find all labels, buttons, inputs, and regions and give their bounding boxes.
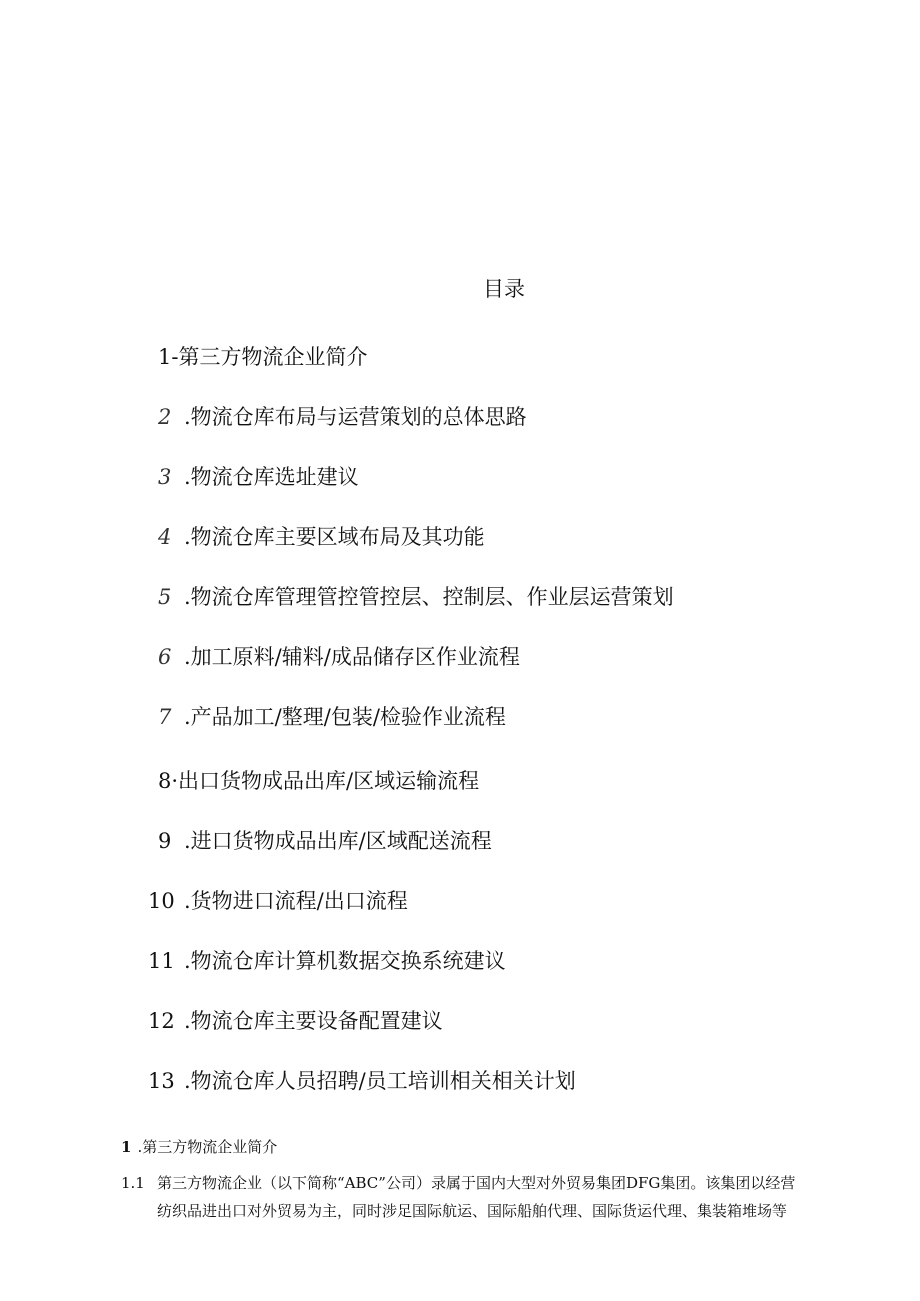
toc-entry-2 — [158, 402, 527, 432]
toc-entry-number: 6 — [158, 645, 172, 669]
toc-entry-number: 10 — [148, 889, 175, 913]
toc-entry-text: .产品加工/整理/包装/检验作业流程 — [184, 705, 506, 729]
toc-entry-text: .加工原料/辅料/成品储存区作业流程 — [184, 645, 520, 669]
toc-entry-text: 出口货物成品出库/区域运输流程 — [178, 769, 480, 793]
paragraph-number: 1.1 — [121, 1174, 145, 1192]
paragraph-line-1 — [121, 1169, 881, 1197]
toc-entry-text: .物流仓库布局与运营策划的总体思路 — [184, 405, 527, 429]
toc-entry-1 — [158, 342, 367, 372]
body-paragraph — [121, 1169, 881, 1225]
toc-entry-9 — [158, 826, 492, 856]
toc-entry-number: 3 — [158, 465, 172, 489]
toc-entry-11 — [148, 946, 506, 976]
toc-entry-text: .物流仓库计算机数据交换系统建议 — [184, 949, 506, 973]
toc-entry-4 — [158, 522, 485, 552]
toc-entry-text: .货物进口流程/出口流程 — [184, 889, 408, 913]
toc-entry-8 — [158, 766, 479, 796]
toc-entry-text: .物流仓库人员招聘/员工培训相关相关计划 — [184, 1069, 576, 1093]
toc-entry-3 — [158, 462, 359, 492]
toc-entry-number: 2 — [158, 405, 172, 429]
toc-entry-text: .物流仓库主要设备配置建议 — [184, 1009, 443, 1033]
toc-entry-number: 7 — [158, 705, 172, 729]
toc-entry-number: 12 — [148, 1009, 175, 1033]
toc-entry-10 — [148, 886, 408, 916]
toc-entry-7 — [158, 702, 506, 732]
toc-title: 目录 — [483, 277, 525, 301]
toc-entry-number: 9 — [158, 829, 172, 853]
toc-entry-13 — [148, 1066, 576, 1096]
section-title: .第三方物流企业简介 — [137, 1138, 278, 1156]
toc-entry-6 — [158, 642, 520, 672]
toc-entry-number: 13 — [148, 1069, 175, 1093]
toc-entry-text: .进口货物成品出库/区域配送流程 — [184, 829, 492, 853]
paragraph-text-line-2: 纺织品进出口对外贸易为主，同时涉足国际航运、国际船舶代理、国际货运代理、集装箱堆场等 — [157, 1202, 788, 1220]
toc-entry-text: 第三方物流企业简介 — [178, 345, 368, 369]
toc-entry-5 — [158, 582, 674, 612]
toc-entry-12 — [148, 1006, 443, 1036]
section-heading — [121, 1136, 277, 1158]
section-number: 1 — [121, 1138, 132, 1156]
paragraph-text-line-1: 第三方物流企业（以下简称“ABC”公司）录属于国内大型对外贸易集团DFG集团。该集团以经营 — [157, 1174, 796, 1192]
toc-entry-number: 1- — [158, 345, 179, 369]
toc-entry-number: 8· — [158, 769, 179, 793]
toc-entry-number: 4 — [158, 525, 172, 549]
toc-entry-number: 5 — [158, 585, 172, 609]
toc-entry-text: .物流仓库主要区域布局及其功能 — [184, 525, 485, 549]
toc-entry-text: .物流仓库选址建议 — [184, 465, 359, 489]
toc-entry-number: 11 — [148, 949, 175, 973]
toc-entry-text: .物流仓库管理管控管控层、控制层、作业层运营策划 — [184, 585, 674, 609]
